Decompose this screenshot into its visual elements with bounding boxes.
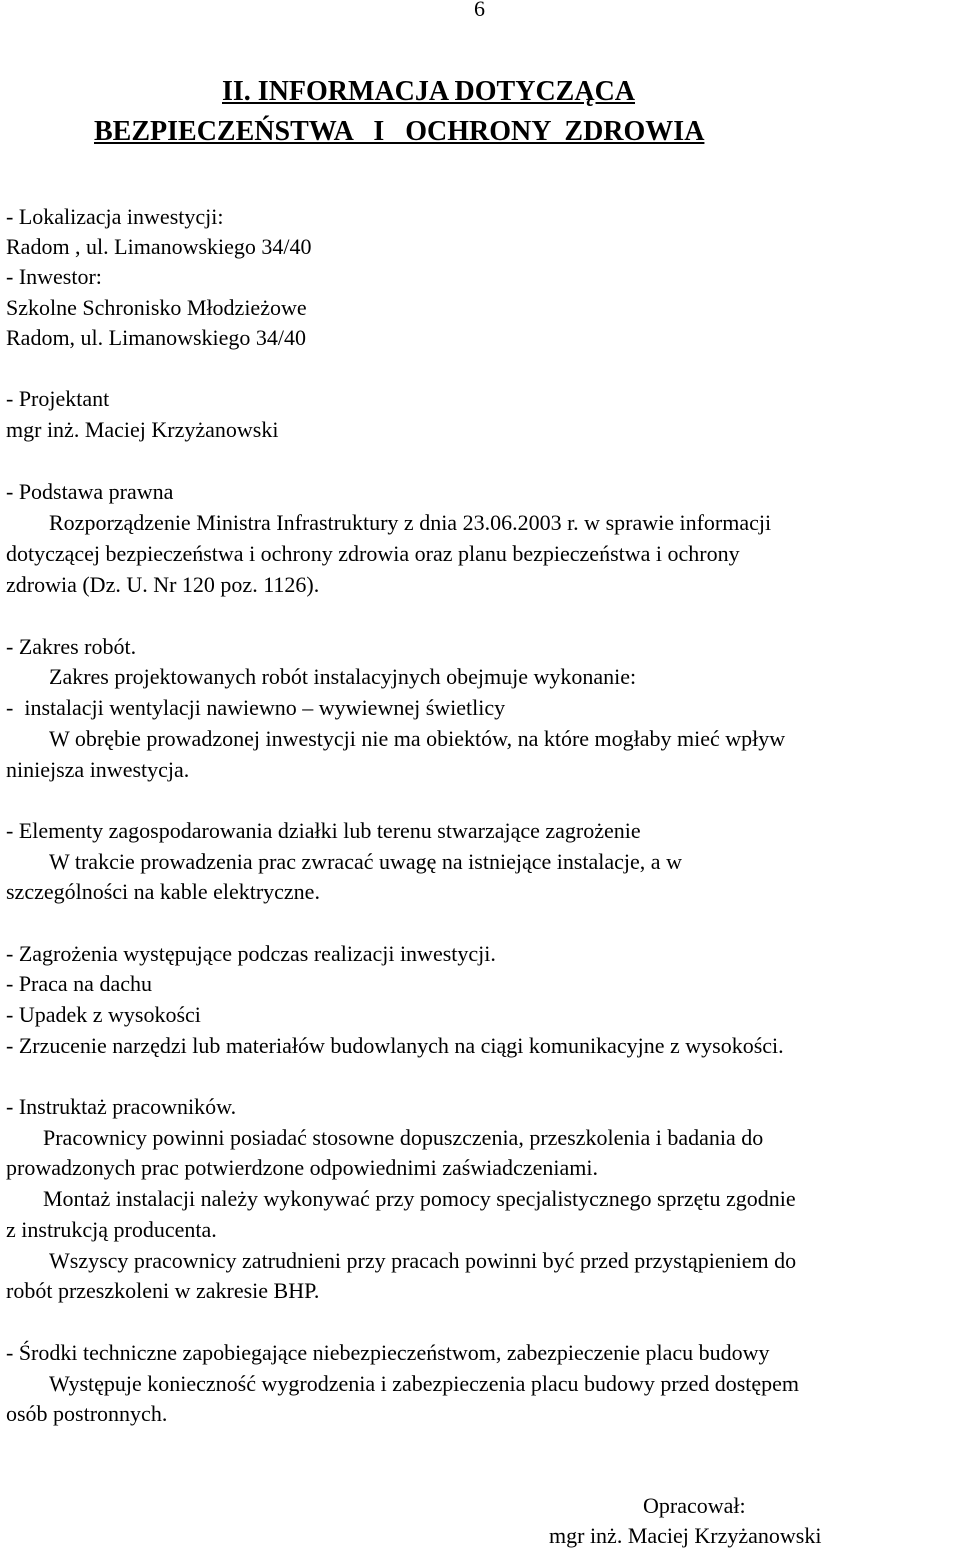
elements-label: - Elementy zagospodarowania działki lub terenu stwarzające zagrożenie — [6, 818, 641, 843]
training-p3-line1: Wszyscy pracownicy zatrudnieni przy pracach powinni być przed przystąpieniem do — [49, 1248, 797, 1273]
legal-label: - Podstawa prawna — [6, 479, 174, 504]
investor-address: Radom, ul. Limanowskiego 34/40 — [6, 325, 307, 350]
scope-line4: niniejsza inwestycja. — [6, 757, 190, 782]
location-label: - Lokalizacja inwestycji: — [6, 204, 224, 229]
hazard-item-3: - Zrzucenie narzędzi lub materiałów budowlanych na ciągi komunikacyjne z wysokości. — [6, 1033, 784, 1058]
investor-label: - Inwestor: — [6, 264, 102, 289]
signature-label: Opracował: — [643, 1493, 746, 1518]
legal-line2: dotyczącej bezpieczeństwa i ochrony zdrowia oraz planu bezpieczeństwa i ochrony — [6, 541, 740, 566]
scope-line1: Zakres projektowanych robót instalacyjnych obejmuje wykonanie: — [49, 664, 637, 689]
training-p1-line1: Pracownicy powinni posiadać stosowne dopuszczenia, przeszkolenia i badania do — [43, 1125, 764, 1150]
elements-line1: W trakcie prowadzenia prac zwracać uwagę na istniejące instalacje, a w — [49, 849, 682, 874]
training-p2-line2: z instrukcją producenta. — [6, 1217, 217, 1242]
measures-line2: osób postronnych. — [6, 1401, 168, 1426]
signature-name: mgr inż. Maciej Krzyżanowski — [549, 1523, 822, 1548]
measures-line1: Występuje konieczność wygrodzenia i zabezpieczenia placu budowy przed dostępem — [49, 1371, 800, 1396]
location-value: Radom , ul. Limanowskiego 34/40 — [6, 234, 312, 259]
page-number: 6 — [474, 0, 485, 21]
investor-name: Szkolne Schronisko Młodzieżowe — [6, 295, 307, 320]
measures-label: - Środki techniczne zapobiegające niebezpieczeństwom, zabezpieczenie placu budowy — [6, 1340, 770, 1365]
designer-name: mgr inż. Maciej Krzyżanowski — [6, 417, 279, 442]
training-label: - Instruktaż pracowników. — [6, 1094, 237, 1119]
training-p2-line1: Montaż instalacji należy wykonywać przy pomocy specjalistycznego sprzętu zgodnie — [43, 1186, 796, 1211]
hazards-label: - Zagrożenia występujące podczas realizacji inwestycji. — [6, 941, 496, 966]
elements-line2: szczególności na kable elektryczne. — [6, 879, 320, 904]
scope-label: - Zakres robót. — [6, 634, 137, 659]
page-title-line1: II. INFORMACJA DOTYCZĄCA — [222, 76, 636, 107]
training-p1-line2: prowadzonych prac potwierdzone odpowiednimi zaświadczeniami. — [6, 1155, 598, 1180]
training-p3-line2: robót przeszkoleni w zakresie BHP. — [6, 1278, 320, 1303]
hazard-item-2: - Upadek z wysokości — [6, 1002, 201, 1027]
legal-line3: zdrowia (Dz. U. Nr 120 poz. 1126). — [6, 572, 320, 597]
hazard-item-1: - Praca na dachu — [6, 971, 152, 996]
legal-line1: Rozporządzenie Ministra Infrastruktury z dnia 23.06.2003 r. w sprawie informacji — [49, 510, 772, 535]
designer-label: - Projektant — [6, 386, 110, 411]
scope-line3: W obrębie prowadzonej inwestycji nie ma obiektów, na które mogłaby mieć wpływ — [49, 726, 786, 751]
page-title-line2: BEZPIECZEŃSTWA I OCHRONY ZDROWIA — [94, 116, 705, 147]
scope-line2: - instalacji wentylacji nawiewno – wywiewnej świetlicy — [6, 695, 506, 720]
